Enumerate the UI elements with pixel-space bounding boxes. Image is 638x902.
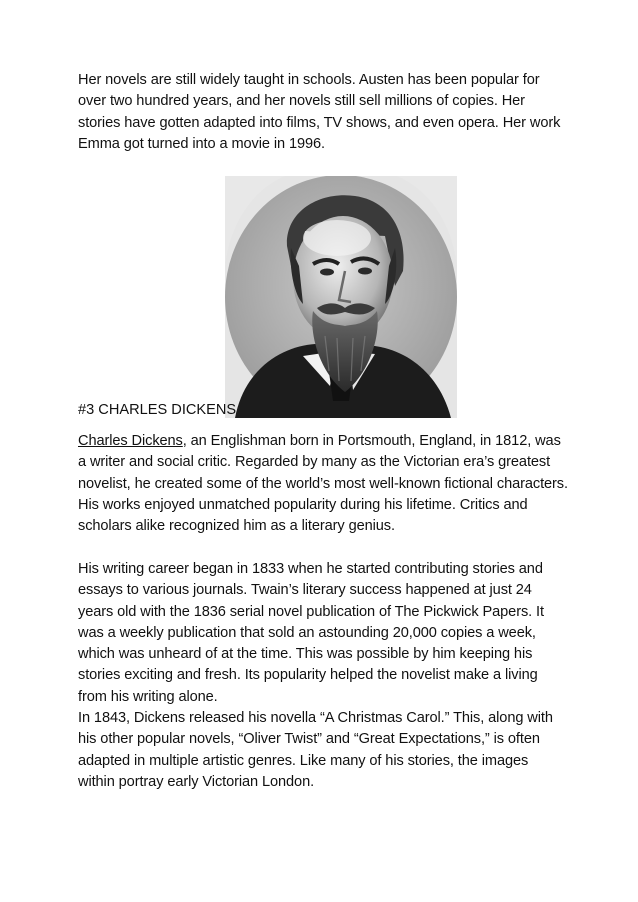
bio-paragraph-text: , an Englishman born in Portsmouth, England, in 1812, was a writer and social critic. Regarded by many as the Victorian era’s greatest novelist, he created some of the world’s most well-known fictional characters. His works enjoyed unmatched popularity during his lifetime. Critics and scholars alike recognized him as a literary genius. xyxy=(78,433,568,535)
charles-dickens-portrait xyxy=(225,176,457,418)
portrait-illustration xyxy=(225,176,457,418)
intro-paragraph: Her novels are still widely taught in schools. Austen has been popular for over two hundred years, and her novels still sell millions of copies. Her stories have gotten adapted into films, TV shows, and even opera. Her work Emma got turned into a movie in 1996. xyxy=(78,72,561,152)
christmas-carol-paragraph: In 1843, Dickens released his novella “A Christmas Carol.” This, along with his other popular novels, “Oliver Twist” and “Great Expectations,” is often adapted in multiple artistic genres. Like many of his stories, the images within portray early Victorian London. xyxy=(78,710,553,790)
charles-dickens-link[interactable]: Charles Dickens xyxy=(78,433,183,449)
bio-paragraph xyxy=(78,431,568,537)
section-heading: #3 CHARLES DICKENS xyxy=(78,402,237,418)
career-paragraph: His writing career began in 1833 when he started contributing stories and essays to various journals. Twain’s literary success happened at just 24 years old with the 1836 serial novel publication of The Pickwick Papers. It was a weekly publication that sold an astounding 20,000 copies a week, which was unheard of at the time. This was possible by him keeping his stories exciting and fresh. Its popularity helped the novelist make a living from his writing alone. xyxy=(78,561,544,705)
